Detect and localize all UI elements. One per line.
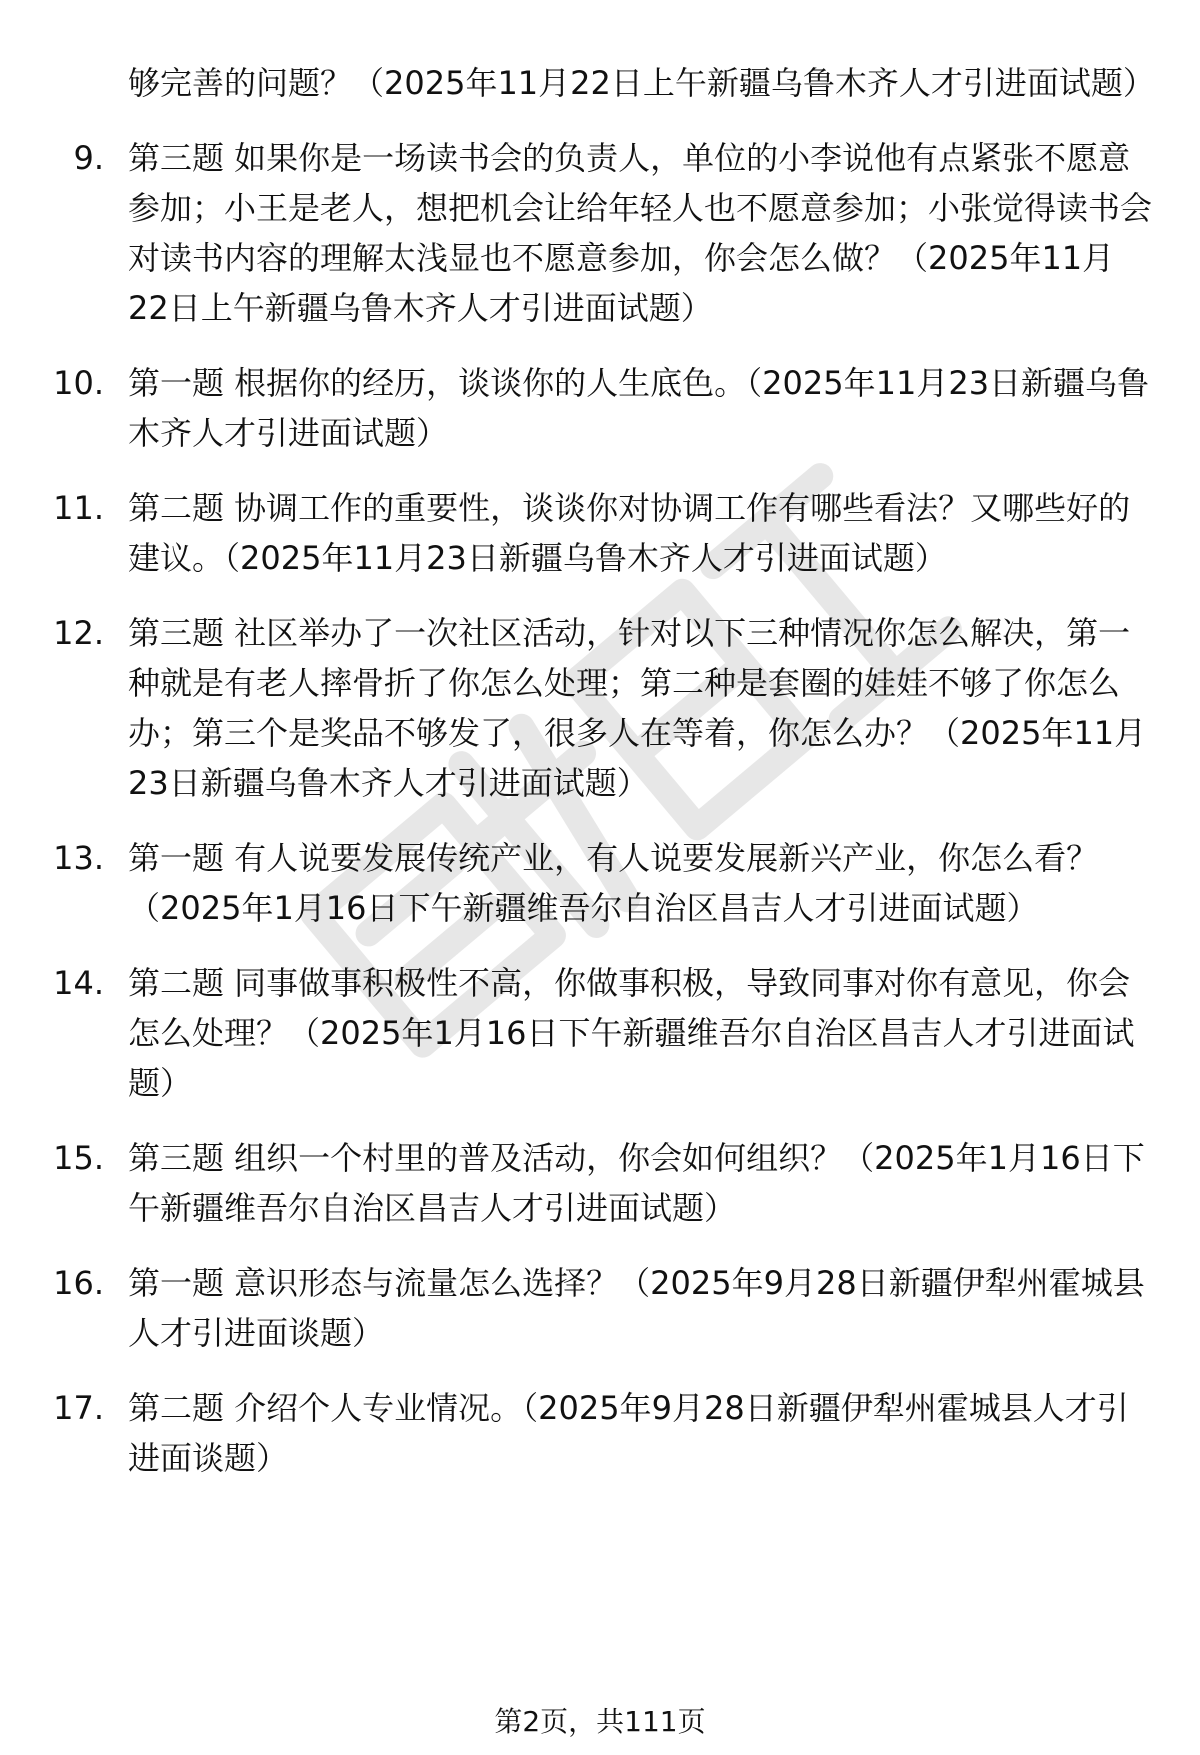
item-text: 第一题 根据你的经历，谈谈你的人生底色。（2025年11月23日新疆乌鲁木齐人才引进面试题） (128, 364, 1150, 452)
list-item (0, 1133, 1200, 1233)
item-number: 13. (53, 839, 104, 877)
item-number: 15. (53, 1139, 104, 1177)
item-text: 第三题 如果你是一场读书会的负责人，单位的小李说他有点紧张不愿意参加；小王是老人，想把机会让给年轻人也不愿意参加；小张觉得读书会对读书内容的理解太浅显也不愿意参加，你会怎么做？（2025年11月22日上午新疆乌鲁木齐人才引进面试题） (128, 139, 1153, 327)
item-number: 17. (53, 1389, 104, 1427)
item-text: 第三题 社区举办了一次社区活动，针对以下三种情况你怎么解决，第一种就是有老人摔骨折了你怎么处理；第二种是套圈的娃娃不够了你怎么办；第三个是奖品不够发了，很多人在等着，你怎么办？（2025年11月23日新疆乌鲁木齐人才引进面试题） (128, 614, 1147, 802)
question-list (0, 58, 1200, 1508)
list-item (0, 608, 1200, 808)
item-text: 第二题 介绍个人专业情况。（2025年9月28日新疆伊犁州霍城县人才引进面谈题） (128, 1389, 1129, 1477)
item-text: 够完善的问题？（2025年11月22日上午新疆乌鲁木齐人才引进面试题） (128, 64, 1155, 102)
list-item (0, 133, 1200, 333)
list-item (0, 833, 1200, 933)
page-number-footer: 第2页，共111页 (494, 1705, 706, 1738)
item-text: 第三题 组织一个村里的普及活动，你会如何组织？（2025年1月16日下午新疆维吾尔自治区昌吉人才引进面试题） (128, 1139, 1145, 1227)
item-text: 第二题 同事做事积极性不高，你做事积极，导致同事对你有意见，你会怎么处理？（2025年1月16日下午新疆维吾尔自治区昌吉人才引进面试题） (128, 964, 1135, 1102)
item-number: 9. (73, 139, 104, 177)
list-item (0, 483, 1200, 583)
item-text: 第一题 意识形态与流量怎么选择？（2025年9月28日新疆伊犁州霍城县人才引进面谈题） (128, 1264, 1145, 1352)
item-number: 12. (53, 614, 104, 652)
item-text: 第一题 有人说要发展传统产业，有人说要发展新兴产业，你怎么看？（2025年1月16日下午新疆维吾尔自治区昌吉人才引进面试题） (128, 839, 1099, 927)
item-number: 10. (53, 364, 104, 402)
item-text: 第二题 协调工作的重要性，谈谈你对协调工作有哪些看法？又哪些好的建议。（2025年11月23日新疆乌鲁木齐人才引进面试题） (128, 489, 1131, 577)
item-number: 16. (53, 1264, 104, 1302)
list-item (0, 358, 1200, 458)
list-item (0, 958, 1200, 1108)
list-item (0, 1383, 1200, 1483)
item-number: 14. (53, 964, 104, 1002)
item-number: 11. (53, 489, 104, 527)
list-item (0, 1258, 1200, 1358)
list-item (0, 58, 1200, 108)
